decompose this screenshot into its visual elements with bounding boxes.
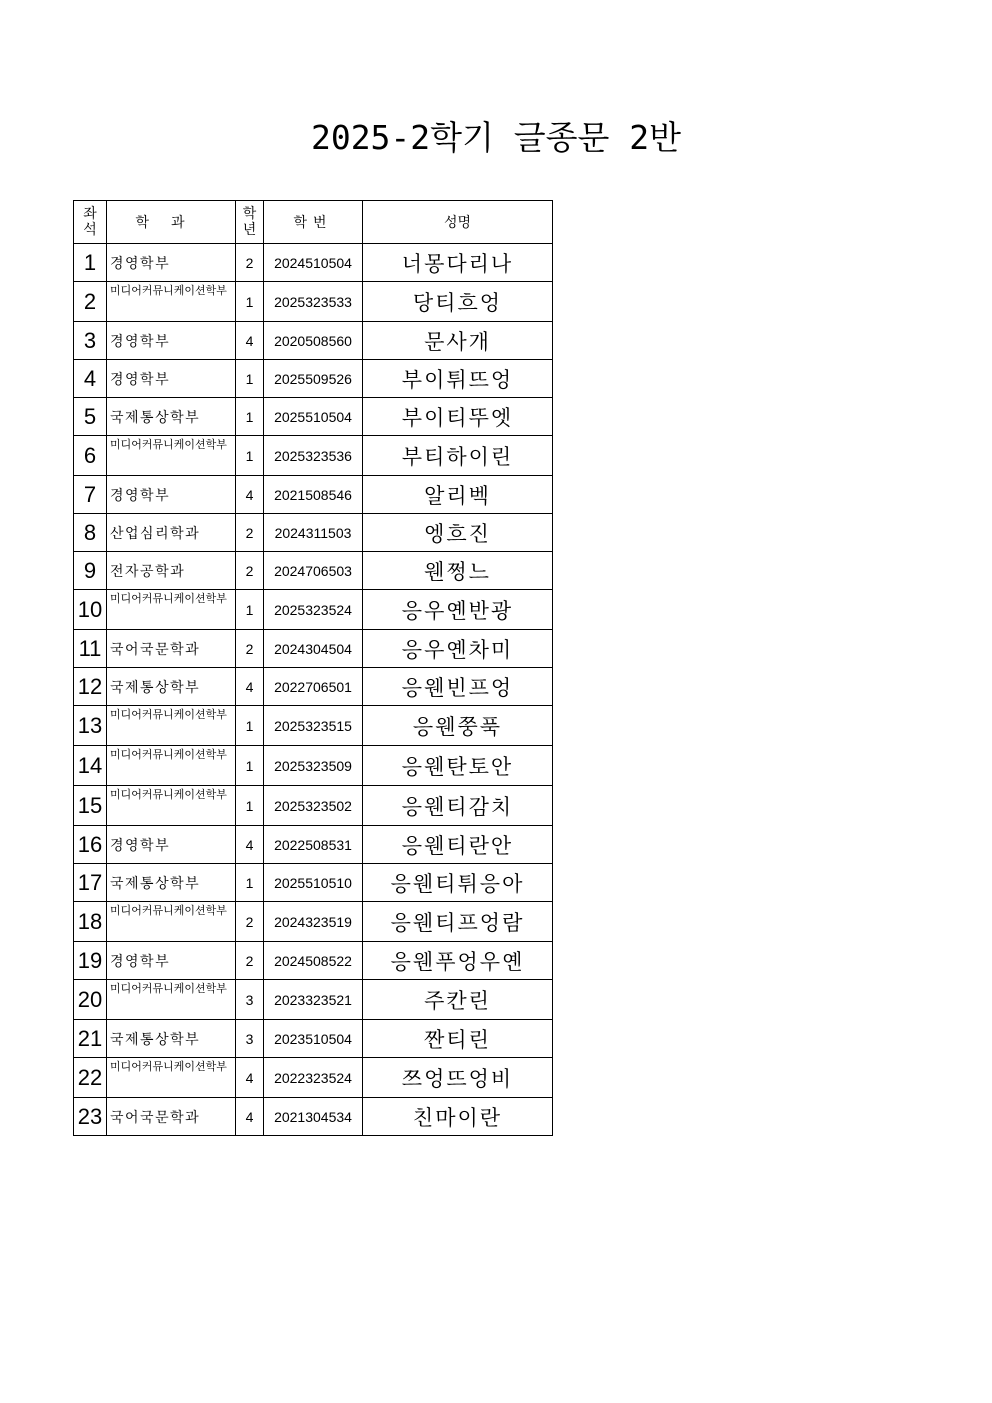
seat-number: 18 <box>74 902 107 942</box>
student-id-cell: 2024304504 <box>264 630 363 668</box>
table-row <box>74 630 553 668</box>
department-cell: 미디어커뮤니케이션학부 <box>107 786 236 826</box>
seat-number: 20 <box>74 980 107 1020</box>
department-cell: 경영학부 <box>107 244 236 282</box>
student-name-cell: 부이튀뜨엉 <box>363 360 553 398</box>
student-name-cell: 응웬쭝푹 <box>363 706 553 746</box>
header-year-line2: 년 <box>242 222 257 238</box>
table-row <box>74 786 553 826</box>
department-cell: 국어국문학과 <box>107 630 236 668</box>
roster-body <box>74 244 553 1136</box>
table-row <box>74 322 553 360</box>
department-cell: 미디어커뮤니케이션학부 <box>107 1058 236 1098</box>
table-row <box>74 590 553 630</box>
table-row <box>74 668 553 706</box>
table-row <box>74 1098 553 1136</box>
student-name-cell: 응웬빈프엉 <box>363 668 553 706</box>
department-cell: 국제통상학부 <box>107 668 236 706</box>
department-cell: 국제통상학부 <box>107 398 236 436</box>
student-id-cell: 2021508546 <box>264 476 363 514</box>
year-cell: 4 <box>236 476 264 514</box>
student-name-cell: 응웬티란안 <box>363 826 553 864</box>
student-id-cell: 2025323536 <box>264 436 363 476</box>
student-id-cell: 2025509526 <box>264 360 363 398</box>
seat-number: 10 <box>74 590 107 630</box>
year-cell: 4 <box>236 1058 264 1098</box>
header-seat <box>74 201 107 244</box>
seat-number: 5 <box>74 398 107 436</box>
table-row <box>74 552 553 590</box>
student-name-cell: 문사개 <box>363 322 553 360</box>
table-row <box>74 1058 553 1098</box>
seat-number: 17 <box>74 864 107 902</box>
year-cell: 1 <box>236 436 264 476</box>
department-cell: 경영학부 <box>107 322 236 360</box>
table-row <box>74 1020 553 1058</box>
header-year-line1: 학 <box>242 206 257 222</box>
year-cell: 1 <box>236 398 264 436</box>
table-row <box>74 476 553 514</box>
department-cell: 미디어커뮤니케이션학부 <box>107 746 236 786</box>
student-name-cell: 부이티뚜엣 <box>363 398 553 436</box>
department-cell: 국제통상학부 <box>107 1020 236 1058</box>
student-name-cell: 응웬티튀응아 <box>363 864 553 902</box>
student-name-cell: 쯔엉뜨엉비 <box>363 1058 553 1098</box>
table-row <box>74 706 553 746</box>
department-cell: 미디어커뮤니케이션학부 <box>107 436 236 476</box>
table-row <box>74 360 553 398</box>
year-cell: 2 <box>236 942 264 980</box>
student-id-cell: 2025323515 <box>264 706 363 746</box>
table-row <box>74 942 553 980</box>
page-title: 2025-2학기 글종문 2반 <box>310 118 682 157</box>
student-id-cell: 2025323533 <box>264 282 363 322</box>
year-cell: 3 <box>236 1020 264 1058</box>
seat-number: 9 <box>74 552 107 590</box>
year-cell: 4 <box>236 1098 264 1136</box>
student-id-cell: 2024510504 <box>264 244 363 282</box>
year-cell: 1 <box>236 746 264 786</box>
department-cell: 미디어커뮤니케이션학부 <box>107 282 236 322</box>
table-row <box>74 980 553 1020</box>
seat-number: 3 <box>74 322 107 360</box>
header-row <box>74 201 553 244</box>
student-name-cell: 웬쩡느 <box>363 552 553 590</box>
seat-number: 22 <box>74 1058 107 1098</box>
year-cell: 1 <box>236 786 264 826</box>
student-name-cell: 당티흐엉 <box>363 282 553 322</box>
seat-number: 6 <box>74 436 107 476</box>
header-name: 성명 <box>363 201 553 244</box>
student-id-cell: 2024311503 <box>264 514 363 552</box>
department-cell: 미디어커뮤니케이션학부 <box>107 590 236 630</box>
student-name-cell: 알리벡 <box>363 476 553 514</box>
department-cell: 경영학부 <box>107 476 236 514</box>
seat-number: 13 <box>74 706 107 746</box>
student-id-cell: 2022508531 <box>264 826 363 864</box>
table-row <box>74 436 553 476</box>
department-cell: 경영학부 <box>107 826 236 864</box>
table-row <box>74 826 553 864</box>
student-name-cell: 응우옌차미 <box>363 630 553 668</box>
department-cell: 미디어커뮤니케이션학부 <box>107 902 236 942</box>
seat-number: 19 <box>74 942 107 980</box>
student-name-cell: 부티하이린 <box>363 436 553 476</box>
header-student-id: 학번 <box>264 201 363 244</box>
year-cell: 1 <box>236 706 264 746</box>
student-name-cell: 응웬티감치 <box>363 786 553 826</box>
student-id-cell: 2022323524 <box>264 1058 363 1098</box>
year-cell: 2 <box>236 630 264 668</box>
header-seat-line1: 좌 <box>83 206 97 222</box>
student-id-cell: 2023323521 <box>264 980 363 1020</box>
student-id-cell: 2023510504 <box>264 1020 363 1058</box>
year-cell: 2 <box>236 514 264 552</box>
student-name-cell: 짠티린 <box>363 1020 553 1058</box>
table-row <box>74 514 553 552</box>
department-cell: 미디어커뮤니케이션학부 <box>107 706 236 746</box>
student-name-cell: 너몽다리나 <box>363 244 553 282</box>
student-id-cell: 2025510504 <box>264 398 363 436</box>
year-cell: 4 <box>236 826 264 864</box>
year-cell: 4 <box>236 668 264 706</box>
student-name-cell: 응웬탄토안 <box>363 746 553 786</box>
student-id-cell: 2024508522 <box>264 942 363 980</box>
department-cell: 경영학부 <box>107 360 236 398</box>
student-name-cell: 친마이란 <box>363 1098 553 1136</box>
student-name-cell: 엥흐진 <box>363 514 553 552</box>
seat-number: 1 <box>74 244 107 282</box>
header-year <box>236 201 264 244</box>
year-cell: 2 <box>236 552 264 590</box>
table-row <box>74 282 553 322</box>
student-name-cell: 응웬푸엉우옌 <box>363 942 553 980</box>
student-id-cell: 2025323524 <box>264 590 363 630</box>
year-cell: 2 <box>236 244 264 282</box>
year-cell: 1 <box>236 864 264 902</box>
student-id-cell: 2021304534 <box>264 1098 363 1136</box>
seat-number: 11 <box>74 630 107 668</box>
student-id-cell: 2022706501 <box>264 668 363 706</box>
seat-number: 23 <box>74 1098 107 1136</box>
seat-number: 16 <box>74 826 107 864</box>
seat-number: 2 <box>74 282 107 322</box>
student-name-cell: 주칸린 <box>363 980 553 1020</box>
table-row <box>74 398 553 436</box>
seat-number: 7 <box>74 476 107 514</box>
student-name-cell: 응우옌반광 <box>363 590 553 630</box>
header-department: 학과 <box>107 201 236 244</box>
year-cell: 2 <box>236 902 264 942</box>
department-cell: 국제통상학부 <box>107 864 236 902</box>
year-cell: 1 <box>236 360 264 398</box>
class-roster-table <box>73 200 553 1136</box>
table-row <box>74 902 553 942</box>
seat-number: 21 <box>74 1020 107 1058</box>
student-name-cell: 응웬티프엉람 <box>363 902 553 942</box>
department-cell: 산업심리학과 <box>107 514 236 552</box>
student-id-cell: 2020508560 <box>264 322 363 360</box>
seat-number: 4 <box>74 360 107 398</box>
department-cell: 경영학부 <box>107 942 236 980</box>
student-id-cell: 2024323519 <box>264 902 363 942</box>
department-cell: 국어국문학과 <box>107 1098 236 1136</box>
student-id-cell: 2025323502 <box>264 786 363 826</box>
year-cell: 3 <box>236 980 264 1020</box>
student-id-cell: 2024706503 <box>264 552 363 590</box>
table-row <box>74 864 553 902</box>
seat-number: 8 <box>74 514 107 552</box>
seat-number: 14 <box>74 746 107 786</box>
year-cell: 1 <box>236 590 264 630</box>
year-cell: 1 <box>236 282 264 322</box>
year-cell: 4 <box>236 322 264 360</box>
header-seat-line2: 석 <box>83 222 97 238</box>
seat-number: 15 <box>74 786 107 826</box>
department-cell: 전자공학과 <box>107 552 236 590</box>
table-row <box>74 746 553 786</box>
table-row <box>74 244 553 282</box>
department-cell: 미디어커뮤니케이션학부 <box>107 980 236 1020</box>
seat-number: 12 <box>74 668 107 706</box>
student-id-cell: 2025323509 <box>264 746 363 786</box>
student-id-cell: 2025510510 <box>264 864 363 902</box>
